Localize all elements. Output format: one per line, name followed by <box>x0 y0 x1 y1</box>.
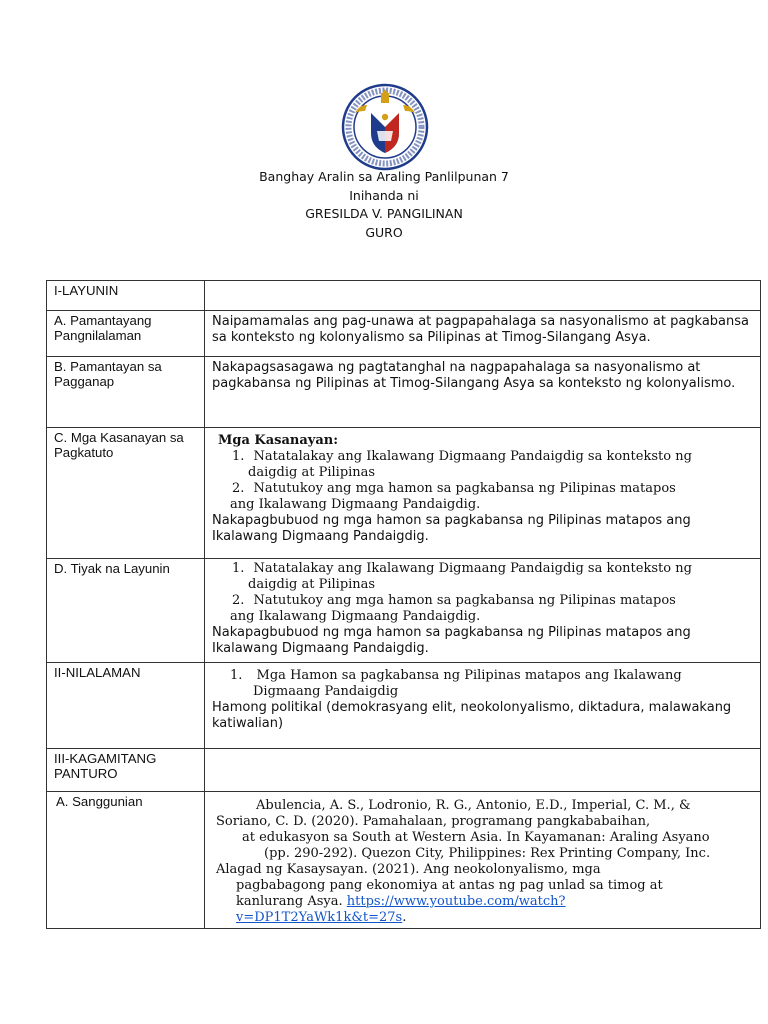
list-number: 2. <box>232 481 245 496</box>
row-content: Naipamamalas ang pag-unawa at pagpapahalaga sa nasyonalismo at pagkabansa sa konteksto ng kolonyalismo sa Pilipinas at Timog-Silangang Asya. <box>205 311 761 357</box>
list-item-continuation: daigdig at Pilipinas <box>248 465 376 480</box>
lesson-plan-title: Banghay Aralin sa Araling Panlilpunan 7 <box>259 169 509 184</box>
prepared-by-label: Inihanda ni <box>349 187 419 203</box>
list-item <box>212 668 753 684</box>
list-item-continuation: ang Ikalawang Digmaang Pandaigdig. <box>230 497 481 512</box>
table-row-pamantayang-pangnilalaman <box>47 311 761 357</box>
row-content <box>205 792 761 929</box>
list-item-continuation: Digmaang Pandaigdig <box>253 684 399 699</box>
row-label: I-LAYUNIN <box>47 281 205 311</box>
row-content-empty <box>205 749 761 792</box>
reference-line: pagbabagong pang ekonomiya at antas ng pag unlad sa timog at <box>236 878 663 893</box>
table-row-pamantayan-sa-pagganap <box>47 357 761 428</box>
list-number: 1. <box>230 668 243 683</box>
reference-line: (pp. 290-292). Quezon City, Philippines: Rex Printing Company, Inc. <box>264 846 711 861</box>
table-row-nilalaman <box>47 663 761 749</box>
list-text: Mga Hamon sa pagkabansa ng Pilipinas matapos ang Ikalawang <box>256 668 682 683</box>
row-label: A. Pamantayang Pangnilalaman <box>47 311 205 357</box>
list-item-continuation: daigdig at Pilipinas <box>248 577 376 592</box>
reference-line <box>212 910 753 926</box>
youtube-link[interactable]: https://www.youtube.com/watch? <box>346 894 566 909</box>
list-item <box>212 481 753 497</box>
reference-line: at edukasyon sa South at Western Asia. In Kayamanan: Araling Asyano <box>242 830 710 845</box>
lesson-plan-table <box>46 280 761 929</box>
table-row-sanggunian <box>47 792 761 929</box>
reference-line: Abulencia, A. S., Lodronio, R. G., Antonio, E.D., Imperial, C. M., & <box>256 798 691 813</box>
tiyak-extra: Nakapagbubuod ng mga hamon sa pagkabansa ng Pilipinas matapos ang Ikalawang Digmaang Pandaigdig. <box>212 625 691 656</box>
list-text: Natutukoy ang mga hamon sa pagkabansa ng Pilipinas matapos <box>253 593 676 608</box>
row-content <box>205 663 761 749</box>
list-text: Natatalakay ang Ikalawang Digmaang Pandaigdig sa konteksto ng <box>253 449 692 464</box>
nilalaman-extra: Hamong politikal (demokrasyang elit, neokolonyalismo, diktadura, malawakang katiwalian) <box>212 700 732 731</box>
row-label: A. Sanggunian <box>47 792 205 929</box>
row-label: III-KAGAMITANG PANTURO <box>47 749 205 792</box>
list-number: 1. <box>232 449 245 464</box>
reference-line <box>212 894 753 910</box>
list-item-continuation: ang Ikalawang Digmaang Pandaigdig. <box>230 609 481 624</box>
list-item <box>212 561 753 577</box>
kasanayan-extra: Nakapagbubuod ng mga hamon sa pagkabansa ng Pilipinas matapos ang Ikalawang Digmaang Pandaigdig. <box>212 513 691 544</box>
document-header <box>0 168 768 242</box>
table-row-kagamitang-panturo <box>47 749 761 792</box>
teacher-name: GRESILDA V. PANGILINAN <box>305 206 463 221</box>
list-text: Natutukoy ang mga hamon sa pagkabansa ng Pilipinas matapos <box>253 481 676 496</box>
row-content: Nakapagsasagawa ng pagtatanghal na nagpapahalaga sa nasyonalismo at pagkabansa ng Pilipinas at Timog-Silangang Asya sa konteksto ng kolonyalismo. <box>205 357 761 428</box>
row-label: II-NILALAMAN <box>47 663 205 749</box>
reference-line: Soriano, C. D. (2020). Pamahalaan, programang pangkababaihan, <box>216 814 651 829</box>
row-content <box>205 559 761 663</box>
table-row-kasanayan <box>47 428 761 559</box>
reference-text: kanlurang Asya. <box>236 894 347 909</box>
row-content-empty <box>205 281 761 311</box>
row-content <box>205 428 761 559</box>
reference-line: Alagad ng Kasaysayan. (2021). Ang neokolonyalismo, mga <box>216 862 601 877</box>
row-label: B. Pamantayan sa Pagganap <box>47 357 205 428</box>
youtube-link-continuation[interactable]: v=DP1T2YaWk1k&t=27s <box>236 910 403 925</box>
list-item <box>212 449 753 465</box>
deped-seal-icon <box>341 83 429 171</box>
list-number: 2. <box>232 593 245 608</box>
row-label: C. Mga Kasanayan sa Pagkatuto <box>47 428 205 559</box>
table-row-layunin <box>47 281 761 311</box>
reference-end: . <box>402 910 407 925</box>
teacher-role: GURO <box>365 224 403 240</box>
table-row-tiyak-na-layunin <box>47 559 761 663</box>
list-item <box>212 593 753 609</box>
list-text: Natatalakay ang Ikalawang Digmaang Pandaigdig sa konteksto ng <box>253 561 692 576</box>
row-label: D. Tiyak na Layunin <box>47 559 205 663</box>
list-number: 1. <box>232 561 245 576</box>
kasanayan-heading: Mga Kasanayan: <box>218 433 338 448</box>
